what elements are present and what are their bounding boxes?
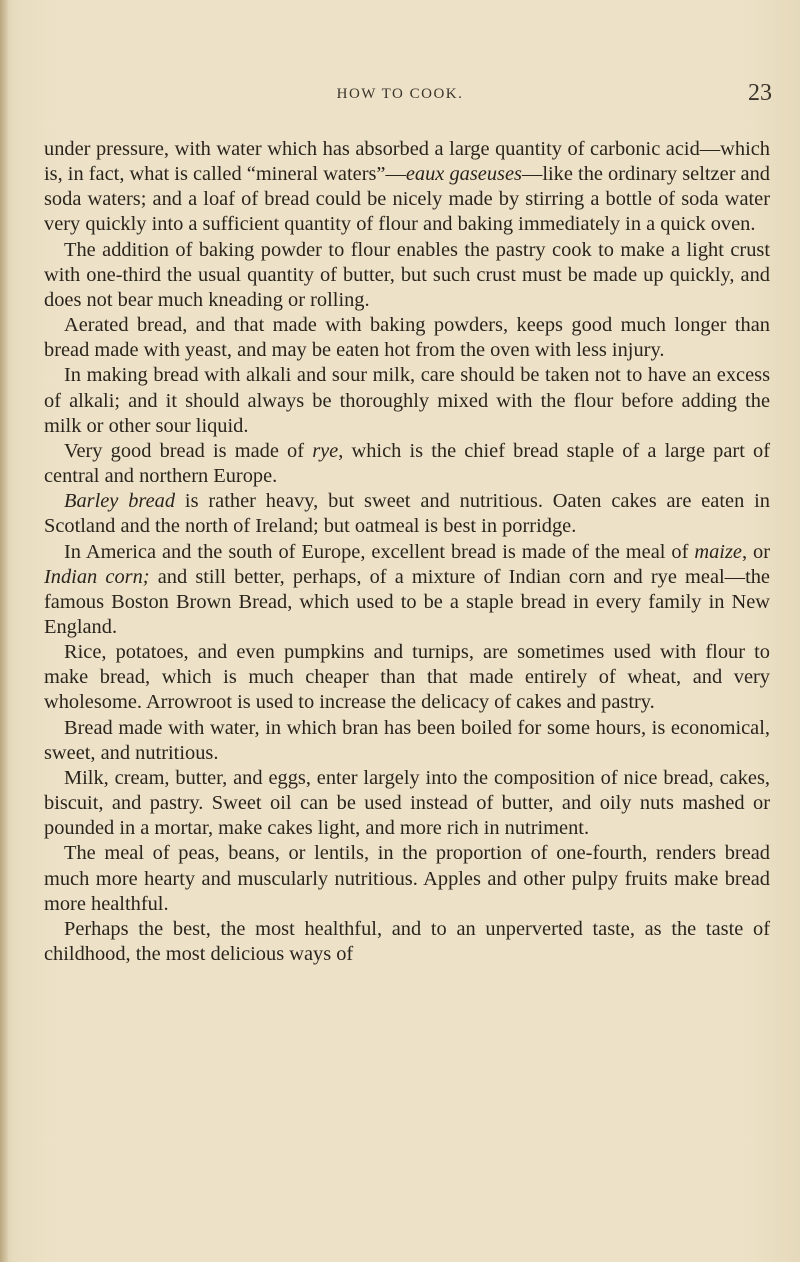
paragraph [44,363,770,438]
page-header [0,80,800,110]
page-spine-edge [0,0,8,1262]
paragraph [44,640,770,715]
paragraph [44,313,770,363]
text-segment: is rather heavy, but sweet and nutritious. Oaten cakes are eaten in Scotland and the north of Ireland; but oatmeal is best in porridge. [44,490,770,538]
running-head: HOW TO COOK. [336,86,464,102]
text-segment: The meal of peas, beans, or lentils, in the proportion of one-fourth, renders bread much more hearty and muscularly nutritious. Apples and other pulpy fruits make bread more healthful. [44,842,770,915]
body-text [44,137,770,967]
text-segment: Bread made with water, in which bran has been boiled for some hours, is economical, sweet, and nutritious. [44,716,770,764]
text-segment: —like the ordinary seltzer and soda waters; and a loaf of bread could be nicely made by stirring a bottle of soda water very quickly into a sufficient quantity of flour and baking immediately in a quick oven. [44,163,770,236]
italic-text: Barley bread [64,490,176,513]
italic-text: eaux gaseuses [405,163,522,186]
paragraph [44,766,770,841]
text-segment: Rice, potatoes, and even pumpkins and turnips, are sometimes used with flour to make bread, which is much cheaper than that made entirely of wheat, and very wholesome. Arrowroot is used to increase the delicacy of cakes and pastry. [44,641,770,714]
paragraph [44,716,770,766]
text-segment: Milk, cream, butter, and eggs, enter largely into the composition of nice bread, cakes, biscuit, and pastry. Sweet oil can be used instead of butter, and oily nuts mashed or pounded in a mortar, make cakes light, and more rich in nutriment. [44,766,770,840]
italic-text: Indian corn; [44,565,150,588]
text-segment: under pressure, with water which has absorbed a large quantity of carbonic acid—which is, in fact, what is called “mineral waters”— [44,138,770,186]
text-segment: In making bread with alkali and sour milk, care should be taken not to have an excess of alkali; and it should always be thoroughly mixed with the flour before adding the milk or other sour liquid. [44,364,770,437]
paragraph [44,841,770,916]
paragraph [44,489,770,539]
text-segment: In America and the south of Europe, excellent bread is made of the meal of [64,540,695,563]
text-segment: Aerated bread, and that made with baking powders, keeps good much longer than bread made with yeast, and may be eaten hot from the oven with less injury. [44,314,770,362]
paragraph [44,540,770,641]
text-segment: , or [741,540,770,563]
text-segment: Very good bread is made of [64,439,313,462]
page-number: 23 [748,80,772,106]
text-segment: and still better, perhaps, of a mixture of Indian corn and rye meal—the famous Boston Brown Bread, which used to be a staple bread in every family in New England. [44,565,770,638]
italic-text: maize [694,540,742,563]
paragraph [44,917,770,967]
paragraph [44,238,770,313]
paragraph [44,137,770,238]
text-segment: The addition of baking powder to flour enables the pastry cook to make a light crust with one-third the usual quantity of butter, but such crust must be made up quickly, and does not bear much kneading or rolling. [44,238,770,311]
italic-text: rye [312,439,339,462]
paragraph [44,439,770,489]
text-segment: , which is the chief bread staple of a large part of central and northern Europe. [44,439,770,488]
text-segment: Perhaps the best, the most healthful, and to an unperverted taste, as the taste of childhood, the most delicious ways of [44,917,770,965]
